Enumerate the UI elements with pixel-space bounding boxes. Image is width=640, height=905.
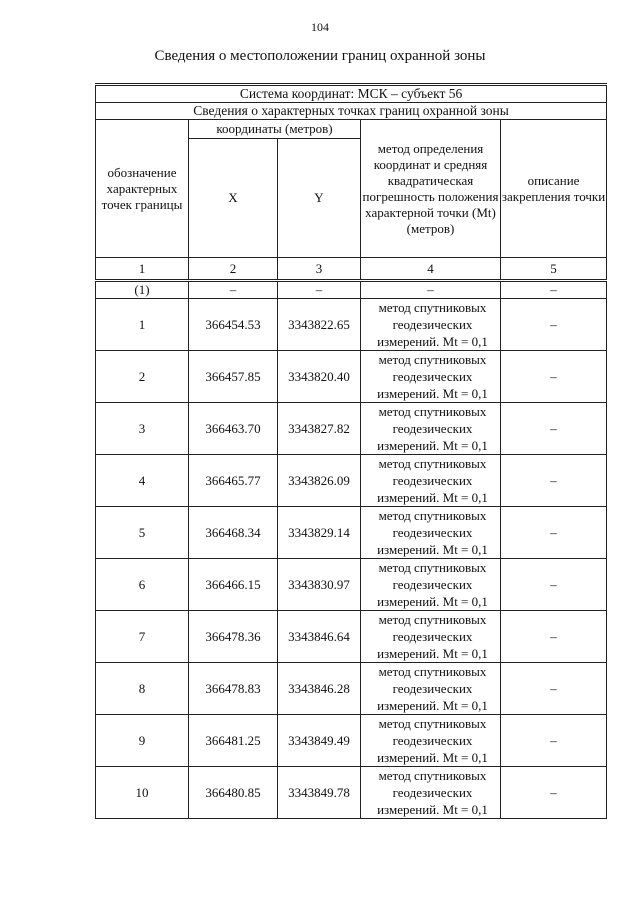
header-y: Y xyxy=(278,139,361,258)
point-id: (1) xyxy=(96,281,189,299)
table-row xyxy=(96,767,607,819)
x-value: 366454.53 xyxy=(189,299,278,351)
x-value: 366478.36 xyxy=(189,611,278,663)
table-row xyxy=(96,507,607,559)
method-value: метод спутниковых геодезических измерений. Mt = 0,1 xyxy=(361,559,501,611)
y-value: – xyxy=(278,281,361,299)
table-row xyxy=(96,715,607,767)
point-id: 9 xyxy=(96,715,189,767)
description-value: – xyxy=(501,507,607,559)
header-designation: обозначение характерных точек границы xyxy=(96,120,189,258)
column-number: 5 xyxy=(501,258,607,281)
x-value: 366478.83 xyxy=(189,663,278,715)
method-value: метод спутниковых геодезических измерений. Mt = 0,1 xyxy=(361,455,501,507)
y-value: 3343849.78 xyxy=(278,767,361,819)
description-value: – xyxy=(501,455,607,507)
description-value: – xyxy=(501,767,607,819)
page-number: 104 xyxy=(311,20,329,34)
table-row xyxy=(96,281,607,299)
point-id: 6 xyxy=(96,559,189,611)
header-coordinates: координаты (метров) xyxy=(189,120,361,139)
description-value: – xyxy=(501,715,607,767)
table-row xyxy=(96,611,607,663)
column-number: 4 xyxy=(361,258,501,281)
y-value: 3343826.09 xyxy=(278,455,361,507)
description-value: – xyxy=(501,281,607,299)
method-value: метод спутниковых геодезических измерений. Mt = 0,1 xyxy=(361,663,501,715)
table-row xyxy=(96,299,607,351)
section-title-cell: Сведения о характерных точках границ охранной зоны xyxy=(96,103,607,120)
x-value: 366465.77 xyxy=(189,455,278,507)
point-id: 5 xyxy=(96,507,189,559)
header-method: метод определения координат и средняя квадратическая погрешность положения характерной точки (Mt) (метров) xyxy=(361,120,501,258)
point-id: 1 xyxy=(96,299,189,351)
x-value: 366457.85 xyxy=(189,351,278,403)
table-row xyxy=(96,351,607,403)
y-value: 3343830.97 xyxy=(278,559,361,611)
method-value: метод спутниковых геодезических измерений. Mt = 0,1 xyxy=(361,403,501,455)
y-value: 3343846.64 xyxy=(278,611,361,663)
y-value: 3343846.28 xyxy=(278,663,361,715)
description-value: – xyxy=(501,299,607,351)
description-value: – xyxy=(501,611,607,663)
description-value: – xyxy=(501,351,607,403)
y-value: 3343827.82 xyxy=(278,403,361,455)
method-value: – xyxy=(361,281,501,299)
y-value: 3343829.14 xyxy=(278,507,361,559)
x-value: 366480.85 xyxy=(189,767,278,819)
header-x: X xyxy=(189,139,278,258)
method-value: метод спутниковых геодезических измерений. Mt = 0,1 xyxy=(361,767,501,819)
y-value: 3343849.49 xyxy=(278,715,361,767)
column-number: 3 xyxy=(278,258,361,281)
point-id: 8 xyxy=(96,663,189,715)
description-value: – xyxy=(501,559,607,611)
method-value: метод спутниковых геодезических измерений. Mt = 0,1 xyxy=(361,611,501,663)
point-id: 3 xyxy=(96,403,189,455)
description-value: – xyxy=(501,403,607,455)
method-value: метод спутниковых геодезических измерений. Mt = 0,1 xyxy=(361,715,501,767)
x-value: 366468.34 xyxy=(189,507,278,559)
table-header xyxy=(96,85,607,299)
x-value: 366466.15 xyxy=(189,559,278,611)
table-row xyxy=(96,403,607,455)
method-value: метод спутниковых геодезических измерений. Mt = 0,1 xyxy=(361,507,501,559)
point-id: 2 xyxy=(96,351,189,403)
x-value: 366481.25 xyxy=(189,715,278,767)
point-id: 7 xyxy=(96,611,189,663)
description-value: – xyxy=(501,663,607,715)
method-value: метод спутниковых геодезических измерений. Mt = 0,1 xyxy=(361,299,501,351)
column-number: 1 xyxy=(96,258,189,281)
coordinate-system-cell: Система координат: МСК – субъект 56 xyxy=(96,85,607,103)
boundary-points-table xyxy=(95,83,607,819)
x-value: 366463.70 xyxy=(189,403,278,455)
table-row xyxy=(96,455,607,507)
y-value: 3343822.65 xyxy=(278,299,361,351)
table-row xyxy=(96,663,607,715)
column-number: 2 xyxy=(189,258,278,281)
y-value: 3343820.40 xyxy=(278,351,361,403)
header-description: описание закрепления точки xyxy=(501,120,607,258)
method-value: метод спутниковых геодезических измерений. Mt = 0,1 xyxy=(361,351,501,403)
point-id: 4 xyxy=(96,455,189,507)
x-value: – xyxy=(189,281,278,299)
table-row xyxy=(96,559,607,611)
document-title: Сведения о местоположении границ охранной зоны xyxy=(154,48,486,64)
point-id: 10 xyxy=(96,767,189,819)
table-body xyxy=(96,299,607,819)
